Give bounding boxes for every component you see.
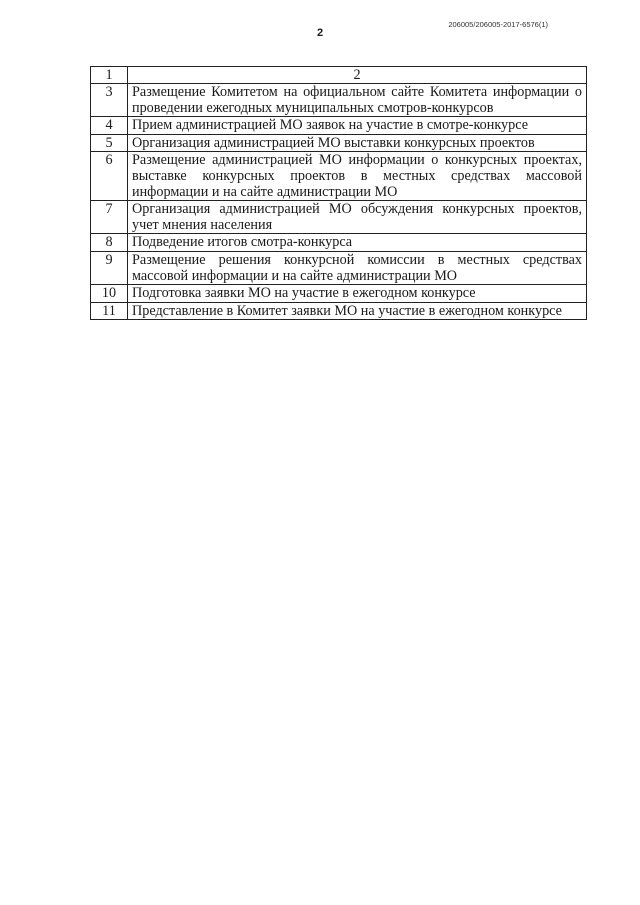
table-row [91, 152, 587, 201]
row-number: 5 [91, 134, 128, 152]
row-number: 11 [91, 302, 128, 320]
table-row [91, 117, 587, 135]
row-text: Организация администрацией МО выставки конкурсных проектов [128, 134, 587, 152]
row-text: Организация администрацией МО обсуждения конкурсных проектов, учет мнения населения [128, 201, 587, 234]
table-row [91, 251, 587, 284]
row-text: Прием администрацией МО заявок на участие в смотре-конкурсе [128, 117, 587, 135]
row-text: Размещение администрацией МО информации о конкурсных проектах, выставке конкурсных проектов в местных средствах массовой информации и на сайте администрации МО [128, 152, 587, 201]
row-number: 10 [91, 285, 128, 303]
column-header-text: 2 [128, 67, 587, 84]
column-header-number: 1 [91, 67, 128, 84]
table-row [91, 201, 587, 234]
document-id: 206005/206005-2017-6576(1) [448, 20, 548, 29]
row-number: 7 [91, 201, 128, 234]
row-text: Подведение итогов смотра-конкурса [128, 234, 587, 252]
row-number: 4 [91, 117, 128, 135]
row-text: Подготовка заявки МО на участие в ежегодном конкурсе [128, 285, 587, 303]
row-number: 3 [91, 84, 128, 117]
table-row [91, 302, 587, 320]
row-number: 8 [91, 234, 128, 252]
schedule-table [90, 66, 587, 320]
table-row [91, 134, 587, 152]
page-number: 2 [316, 27, 324, 39]
row-text: Представление в Комитет заявки МО на участие в ежегодном конкурсе [128, 302, 587, 320]
row-number: 6 [91, 152, 128, 201]
row-text: Размещение Комитетом на официальном сайте Комитета информации о проведении ежегодных муниципальных смотров-конкурсов [128, 84, 587, 117]
row-text: Размещение решения конкурсной комиссии в местных средствах массовой информации и на сайте администрации МО [128, 251, 587, 284]
table-header-row [91, 67, 587, 84]
row-number: 9 [91, 251, 128, 284]
table-row [91, 234, 587, 252]
table-row [91, 285, 587, 303]
table-row [91, 84, 587, 117]
